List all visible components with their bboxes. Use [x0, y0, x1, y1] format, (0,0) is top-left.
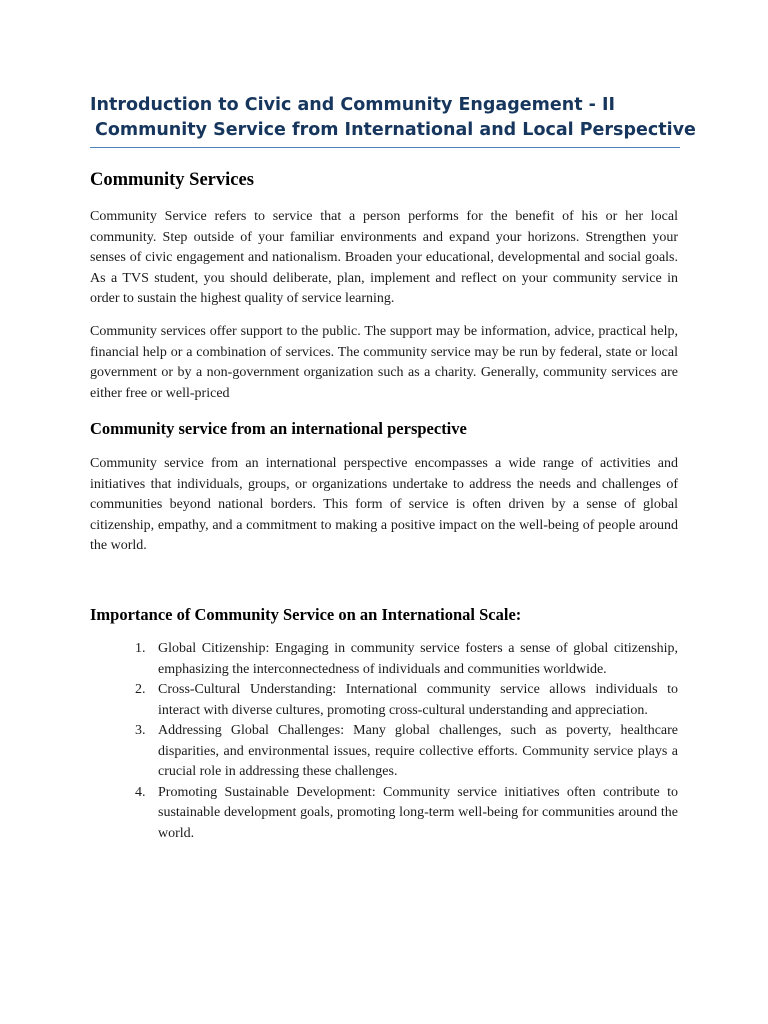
- list-item: [131, 680, 678, 721]
- international-perspective-heading: Community service from an international perspective: [90, 419, 467, 438]
- importance-list: [131, 639, 678, 844]
- list-item-number: 1.: [135, 641, 146, 656]
- list-item-text: Cross-Cultural Understanding: International community service allows individuals to interact with diverse cultures, promoting cross-cultural understanding and appreciation.: [158, 682, 678, 718]
- importance-heading: Importance of Community Service on an International Scale:: [90, 605, 522, 624]
- list-item: [131, 783, 678, 845]
- title-divider: [90, 147, 680, 148]
- list-item-number: 2.: [135, 682, 146, 697]
- list-item: [131, 721, 678, 783]
- list-item: [131, 639, 678, 680]
- document-title: [90, 93, 696, 143]
- list-item-number: 3.: [135, 723, 146, 738]
- international-perspective-paragraph: Community service from an international perspective encompasses a wide range of activities and initiatives that individuals, groups, or organizations undertake to address the needs and challenges of communities beyond national borders. This form of service is often driven by a sense of global citizenship, empathy, and a commitment to making a positive impact on the well-being of people around the world.: [90, 456, 678, 553]
- title-line-2: Community Service from International and Local Perspective: [95, 120, 696, 140]
- list-item-text: Addressing Global Challenges: Many global challenges, such as poverty, healthcare disparities, and environmental issues, require collective efforts. Community service plays a crucial role in addressing these challenges.: [158, 723, 678, 779]
- title-line-1: Introduction to Civic and Community Engagement - II: [90, 95, 616, 115]
- list-item-text: Promoting Sustainable Development: Community service initiatives often contribute to sustainable development goals, promoting long-term well-being for communities around the world.: [158, 784, 678, 841]
- list-item-text: Global Citizenship: Engaging in community service fosters a sense of global citizenship, emphasizing the interconnectedness of individuals and communities worldwide.: [158, 641, 678, 677]
- community-services-paragraph-1: Community Service refers to service that a person performs for the benefit of his or her local community. Step outside of your familiar environments and expand your horizons. Strengthen your senses of civic engagement and nationalism. Broaden your educational, developmental and social goals. As a TVS student, you should deliberate, plan, implement and reflect on your community service in order to sustain the highest quality of service learning.: [90, 209, 678, 306]
- list-item-number: 4.: [135, 784, 146, 800]
- community-services-paragraph-2: Community services offer support to the public. The support may be information, advice, practical help, financial help or a combination of services. The community service may be run by federal, state or local government or by a non-government organization such as a charity. Generally, community services are either free or well-priced: [90, 324, 678, 401]
- community-services-heading: Community Services: [90, 170, 254, 190]
